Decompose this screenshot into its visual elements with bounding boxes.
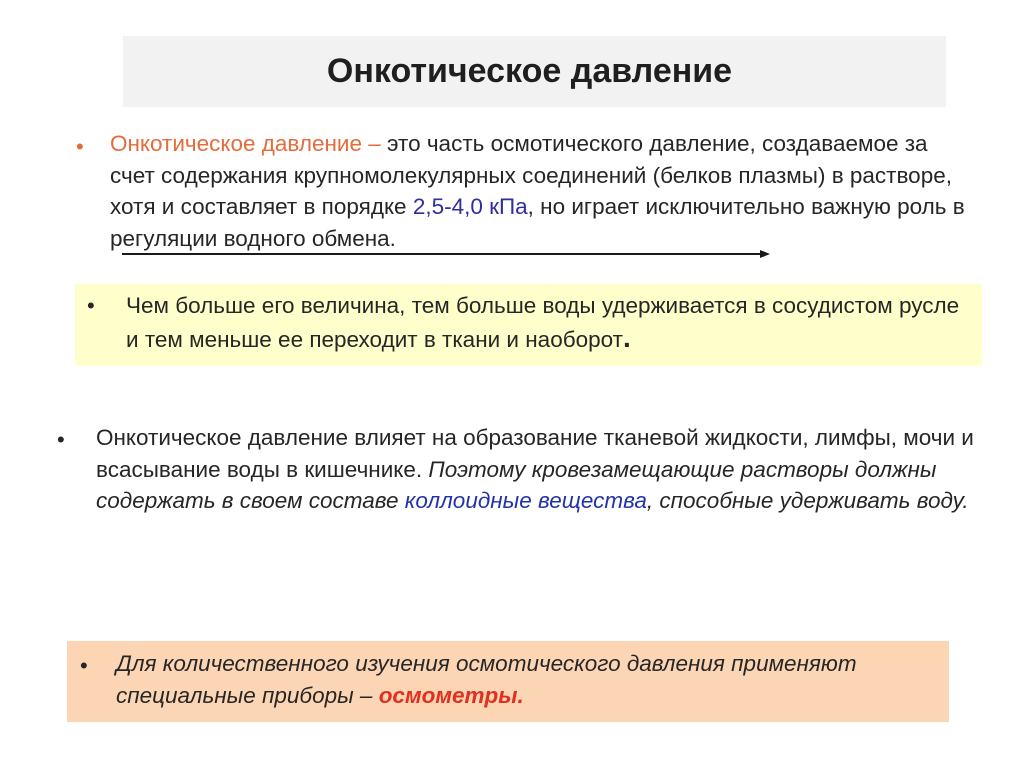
paragraph-1-text-a: это часть осмотического давление, создаваемое за счет содержания крупномолекулярных соединений (белков плазмы) в растворе, хотя и составляет в порядке [110,131,952,219]
paragraph-3-italic-a: Поэтому кровезамещающие растворы должны содержать в своем составе [96,456,937,513]
paragraph-3-italic-b: , способные удерживать воду. [646,488,969,513]
paragraph-2 [126,290,966,355]
colloid-substances: коллоидные вещества [404,488,647,513]
paragraph-2-end: . [622,321,631,353]
term-oncotic-pressure: Онкотическое давление – [110,131,381,156]
underline-arrow [122,247,772,261]
paragraph-2-text: Чем больше его величина, тем больше воды удерживается в сосудистом русле и тем меньше ее переходит в ткани и наоборот [126,293,960,352]
page-title: Онкотическое давление [326,52,733,90]
title-bar [123,36,946,107]
paragraph-1 [110,128,970,254]
paragraph-1-text-b: , но играет исключительно важную роль в регуляции водного обмена. [110,194,965,251]
bullet-2: • [87,293,95,318]
paragraph-4 [116,648,936,711]
bullet-4: • [80,653,88,678]
osmometers-term: осмометры. [378,682,524,708]
paragraph-4-text: Для количественного изучения осмотического давления применяют специальные приборы – [116,651,857,708]
bullet-1: • [76,134,84,159]
pressure-value: 2,5-4,0 кПа [412,194,528,219]
paragraph-3 [96,422,976,517]
bullet-3: • [57,427,65,452]
paragraph-3-text: Онкотическое давление влияет на образование тканевой жидкости, лимфы, мочи и всасывание воды в кишечнике. [96,425,974,482]
